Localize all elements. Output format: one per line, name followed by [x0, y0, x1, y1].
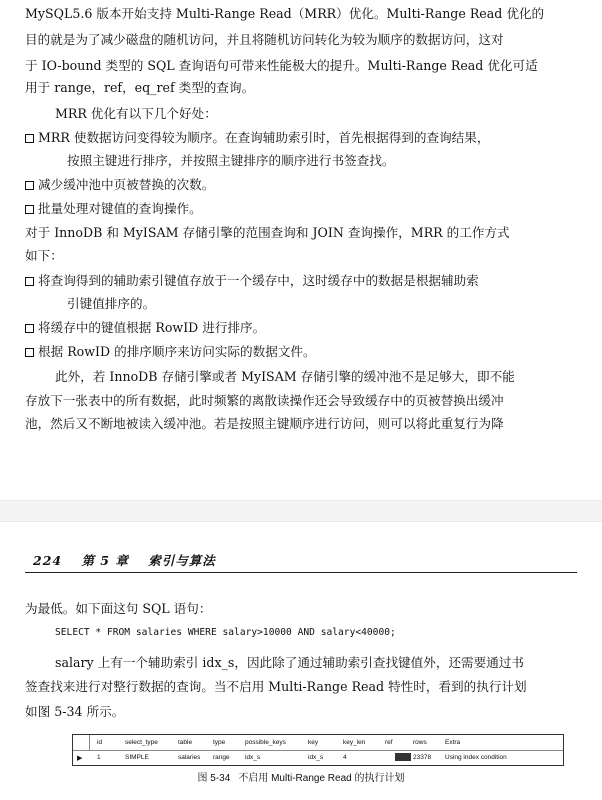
sql-statement: SELECT * FROM salaries WHERE salary>10000 AND salary<40000;: [55, 627, 396, 638]
benefit-text: MRR 使数据访问变得较为顺序。在查询辅助索引时，首先根据得到的查询结果，: [38, 130, 490, 145]
step-text: 将缓存中的键值根据 RowID 进行排序。: [38, 320, 266, 335]
paragraph-line: 池，然后又不断地被读入缓冲池。若是按照主键顺序进行访问，则可以将此重复行为降: [25, 416, 504, 431]
benefit-item-continued: 按照主键进行排序，并按照主键排序的顺序进行书签查找。: [67, 153, 395, 168]
table-cell: 1: [97, 754, 101, 761]
benefit-item: [25, 201, 202, 217]
checkbox-bullet-icon: [25, 277, 34, 286]
column-header: ref: [385, 739, 393, 746]
column-header: rows: [413, 739, 427, 746]
table-cell: range: [213, 754, 230, 761]
checkbox-bullet-icon: [25, 134, 34, 143]
paragraph-line: MySQL5.6 版本开始支持 Multi-Range Read（MRR）优化。Multi-Range Read 优化的: [25, 6, 545, 21]
table-cell: 23378: [413, 754, 432, 761]
paragraph-line: 如图 5-34 所示。: [25, 704, 125, 719]
table-cell: 4: [343, 754, 347, 761]
column-header: key: [308, 739, 319, 746]
column-header: Extra: [445, 739, 461, 746]
figure-caption-text: 不启用 Multi-Range Read 的执行计划: [238, 773, 405, 784]
page-break: [0, 500, 602, 522]
figure-number: 图 5-34: [197, 773, 231, 784]
table-cell: SIMPLE: [125, 754, 149, 761]
table-cell: idx_s: [245, 754, 261, 761]
header-rule: [25, 572, 577, 573]
benefit-item: [25, 177, 214, 193]
step-text: 将查询得到的辅助索引键值存放于一个缓存中，这时缓存中的数据是根据辅助索: [38, 273, 479, 288]
step-item: [25, 320, 265, 336]
paragraph-line: 对于 InnoDB 和 MyISAM 存储引擎的范围查询和 JOIN 查询操作，MRR 的工作方式: [25, 225, 510, 240]
table-row: [73, 750, 563, 765]
step-item: [25, 344, 316, 360]
paragraph-line: 于 IO-bound 类型的 SQL 查询语句可带来性能极大的提升。Multi-Range Read 优化可适: [25, 58, 538, 73]
column-header: table: [178, 739, 193, 746]
null-cell-marker: [395, 753, 411, 761]
paragraph-line: MRR 优化有以下几个好处：: [55, 106, 217, 121]
column-header: type: [213, 739, 226, 746]
column-header: id: [97, 739, 103, 746]
page-number: 224: [33, 553, 63, 568]
page-header: [33, 551, 230, 569]
checkbox-bullet-icon: [25, 181, 34, 190]
paragraph-line: 此外，若 InnoDB 存储引擎或者 MyISAM 存储引擎的缓冲池不是足够大，即不能: [55, 369, 515, 384]
figure-caption: [0, 769, 602, 784]
checkbox-bullet-icon: [25, 324, 34, 333]
step-text: 根据 RowID 的排序顺序来访问实际的数据文件。: [38, 344, 316, 359]
step-item: [25, 273, 479, 289]
paragraph-line: 为最低。如下面这句 SQL 语句：: [25, 601, 212, 616]
table-header-row: [73, 735, 563, 751]
benefit-text: 批量处理对键值的查询操作。: [38, 201, 202, 216]
column-header: key_len: [343, 739, 366, 746]
checkbox-bullet-icon: [25, 348, 34, 357]
chapter-title: 索引与算法: [148, 553, 216, 568]
checkbox-bullet-icon: [25, 205, 34, 214]
paragraph-line: 用于 range，ref，eq_ref 类型的查询。: [25, 80, 255, 95]
row-gutter: [73, 735, 90, 750]
chapter-label: 第 5 章: [81, 553, 129, 568]
table-cell: idx_s: [308, 754, 324, 761]
current-row-marker-icon: ▶: [77, 755, 83, 762]
explain-plan-table: [72, 734, 564, 766]
paragraph-line: 存放下一张表中的所有数据，此时频繁的离散读操作还会导致缓存中的页被替换出缓冲: [25, 393, 504, 408]
table-cell: Using index condition: [445, 754, 507, 761]
step-item-continued: 引键值排序的。: [67, 296, 156, 311]
paragraph-line: salary 上有一个辅助索引 idx_s，因此除了通过辅助索引查找键值外，还需要通过书: [55, 655, 525, 670]
paragraph-line: 如下：: [25, 248, 63, 263]
paragraph-line: 目的就是为了减少磁盘的随机访问，并且将随机访问转化为较为顺序的数据访问，这对: [25, 32, 504, 47]
column-header: possible_keys: [245, 739, 286, 746]
benefit-text: 减少缓冲池中页被替换的次数。: [38, 177, 215, 192]
benefit-item: [25, 130, 489, 146]
paragraph-line: 签查找来进行对整行数据的查询。当不启用 Multi-Range Read 特性时，看到的执行计划: [25, 679, 527, 694]
column-header: select_type: [125, 739, 158, 746]
table-cell: salaries: [178, 754, 201, 761]
